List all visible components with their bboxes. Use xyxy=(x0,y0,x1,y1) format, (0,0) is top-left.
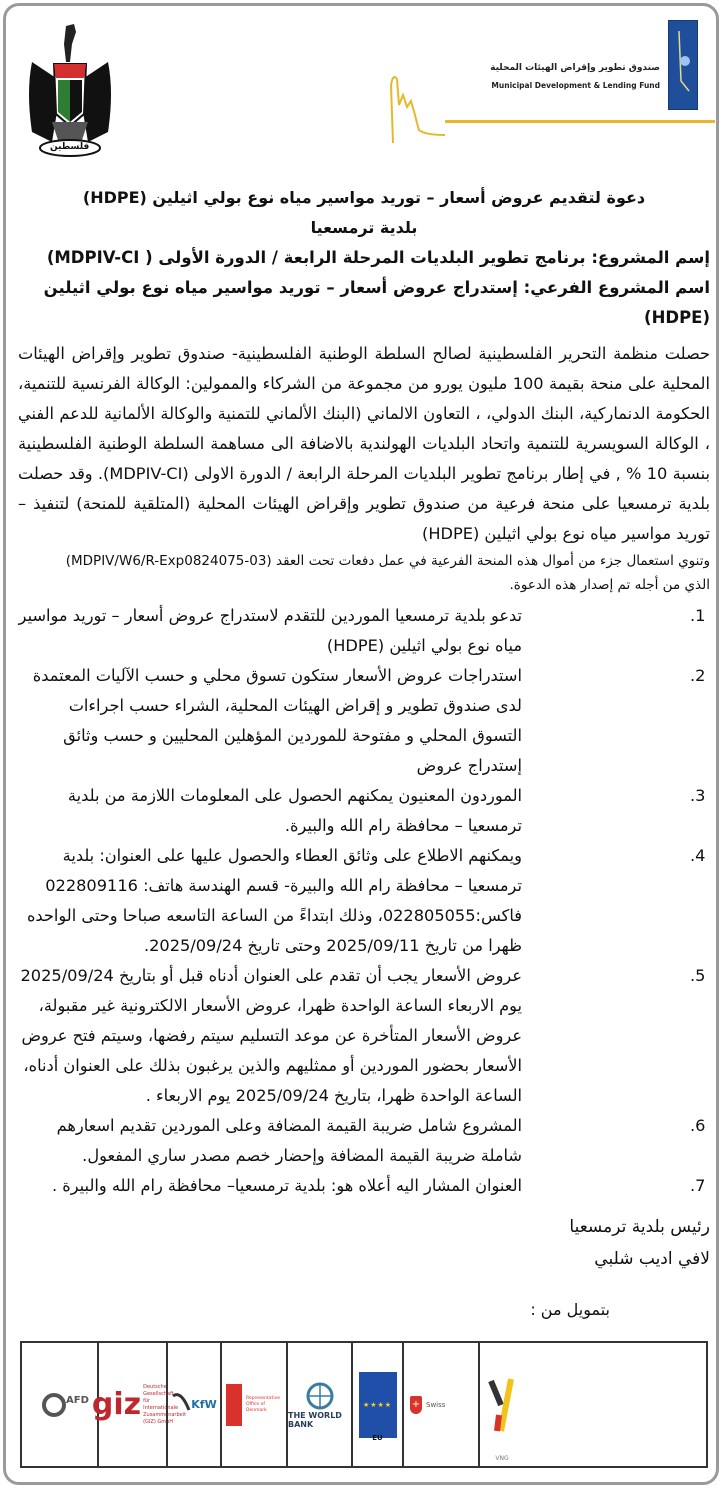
conditions-list xyxy=(18,601,710,1201)
swiss-shield-icon: + xyxy=(410,1396,422,1414)
funders-logo-strip xyxy=(20,1341,708,1468)
giz-logo: giz Deutsche Gesellschaft für Internationale Zusammenarbeit (GIZ) GmbH xyxy=(97,1343,166,1466)
gold-line xyxy=(445,120,715,123)
gold-skyline-icon xyxy=(385,45,455,145)
notice-title: دعوة لتقديم عروض أسعار – توريد مواسير مياه نوع بولي اثيلين (HDPE) xyxy=(82,188,646,207)
closing-note: الذي من أجله تم إصدار هذه الدعوة. xyxy=(509,577,710,593)
header xyxy=(0,0,728,165)
mdlf-name-ar: صندوق تطوير وإقراض الهيئات المحلية xyxy=(490,63,660,73)
eu-logo: ★★★★ EU xyxy=(351,1343,402,1466)
vng-icon xyxy=(487,1375,517,1435)
eu-flag-icon: ★★★★ xyxy=(359,1372,397,1438)
kfw-logo: KfW xyxy=(166,1343,220,1466)
list-item: 3. الموردون المعنيون يمكنهم الحصول على المعلومات اللازمة من بلدية ترمسعيا – محافظة رام الله والبيرة. xyxy=(67,786,706,835)
funded-by-label: بتمويل من : xyxy=(530,1300,610,1319)
kfw-icon xyxy=(171,1390,191,1420)
denmark-logo: Representative Office of Denmark xyxy=(220,1343,286,1466)
list-item: 2. استدراجات عروض الأسعار ستكون تسوق محلي و حسب الآليات المعتمدة لدى صندوق تطوير و إقراض الهيئات المحلية، الشراء حسب اجراءات التسوق المحلي و مفتوحة للموردين المؤهلين المحليين و حسب وثائق إستدراج عروض xyxy=(32,666,706,775)
municipality-title: بلدية ترمسعيا xyxy=(310,218,418,237)
mdlf-name-en: Municipal Development & Lending Fund xyxy=(491,81,660,90)
signature-block xyxy=(18,1211,710,1275)
vng-logo: VNG xyxy=(478,1343,524,1466)
palestine-emblem-icon xyxy=(22,22,118,162)
world-bank-logo: THE WORLD BANK xyxy=(286,1343,351,1466)
mdlf-logo xyxy=(385,15,715,140)
signature-name: لافي اديب شلبي xyxy=(594,1249,710,1269)
denmark-crest-icon xyxy=(226,1384,242,1426)
list-item: 4. ويمكنهم الاطلاع على وثائق العطاء والحصول عليها على العنوان: بلدية ترمسعيا – محافظة رام الله والبيرة- قسم الهندسة هاتف: 022809116 فاكس:022805055، وذلك ابتداءً من الساعة التاسعه صباحا وحتى الواحده ظهرا من تاريخ 2025/09/11 وحتى تاريخ 2025/09/24. xyxy=(26,846,706,955)
list-item: 1. تدعو بلدية ترمسعيا الموردين للتقدم لاستدراج عروض أسعار – توريد مواسير مياه نوع بولي اثيلين (HDPE) xyxy=(18,606,706,655)
intro-paragraph: حصلت منظمة التحرير الفلسطينية لصالح السلطة الوطنية الفلسطينية- صندوق تطوير وإقراض الهيئات المحلية على منحة بقيمة 100 مليون يورو من مجموعة من الشركاء والممولين: الوكالة الفرنسية للتنمية، الحكومة الدنماركية، البنك الدولي، ، التعاون الالماني (البنك الألماني للتمنية والوكالة الألمانية للدعم الفني ، الوكالة السويسرية للتنمية واتحاد البلديات الهولندية بالاضافة الى مساهمة السلطة الوطنية الفلسطينية بنسبة 10 % , في إطار برنامج تطوير البلديات المرحلة الرابعة / الدورة الاولى (MDPIV-CI). وقد حصلت بلدية ترمسعيا على منحة فرعية من صندوق تطوير وإقراض الهيئات المحلية (المتلقية للمنحة) لتنفيذ – توريد مواسير مياه نوع بولي اثيلين (HDPE) xyxy=(18,344,710,543)
sub-project-name: اسم المشروع الفرعي: إستدراج عروض أسعار – توريد مواسير مياه نوع بولي اثيلين (HDPE) xyxy=(43,278,710,327)
afd-logo: AFD xyxy=(22,1343,97,1466)
emblem-label: فلسطين xyxy=(50,142,90,152)
signature-role: رئيس بلدية ترمسعيا xyxy=(569,1217,710,1237)
mdlf-hand-icon xyxy=(668,20,698,110)
contract-note: وتنوي استعمال جزء من أموال هذه المنحة الفرعية في عمل دفعات تحت العقد (MDPIV/W6/R-Exp0824075-03) xyxy=(65,553,710,569)
project-name: إسم المشروع: برنامج تطوير البلديات المرحلة الرابعة / الدورة الأولى ( MDPIV-CI) xyxy=(46,248,710,267)
list-item: 5. عروض الأسعار يجب أن تقدم على العنوان أدناه قبل أو بتاريخ 2025/09/24 يوم الاربعاء الساعة الواحدة ظهرا، عروض الأسعار الالكترونية غير مقبولة، عروض الأسعار المتأخرة عن موعد التسليم سيتم رفضها، وسيتم فتح عروض الأسعار بحضور الموردين أو ممثليهم والذين يرغبون بذلك على العنوان أدناه، الساعة الواحدة ظهرا، بتاريخ 2025/09/24 يوم الاربعاء . xyxy=(20,966,706,1105)
notice-body xyxy=(18,183,710,1275)
list-item: 6. المشروع شامل ضريبة القيمة المضافة وعلى الموردين تقديم اسعارهم شاملة ضريبة القيمة المضافة وإحضار خصم مصدر ساري المفعول. xyxy=(56,1116,706,1165)
list-item: 7. العنوان المشار اليه أعلاه هو: بلدية ترمسعيا– محافظة رام الله والبيرة . xyxy=(51,1176,706,1195)
globe-icon xyxy=(305,1381,335,1411)
swiss-logo: + Swiss xyxy=(402,1343,478,1466)
